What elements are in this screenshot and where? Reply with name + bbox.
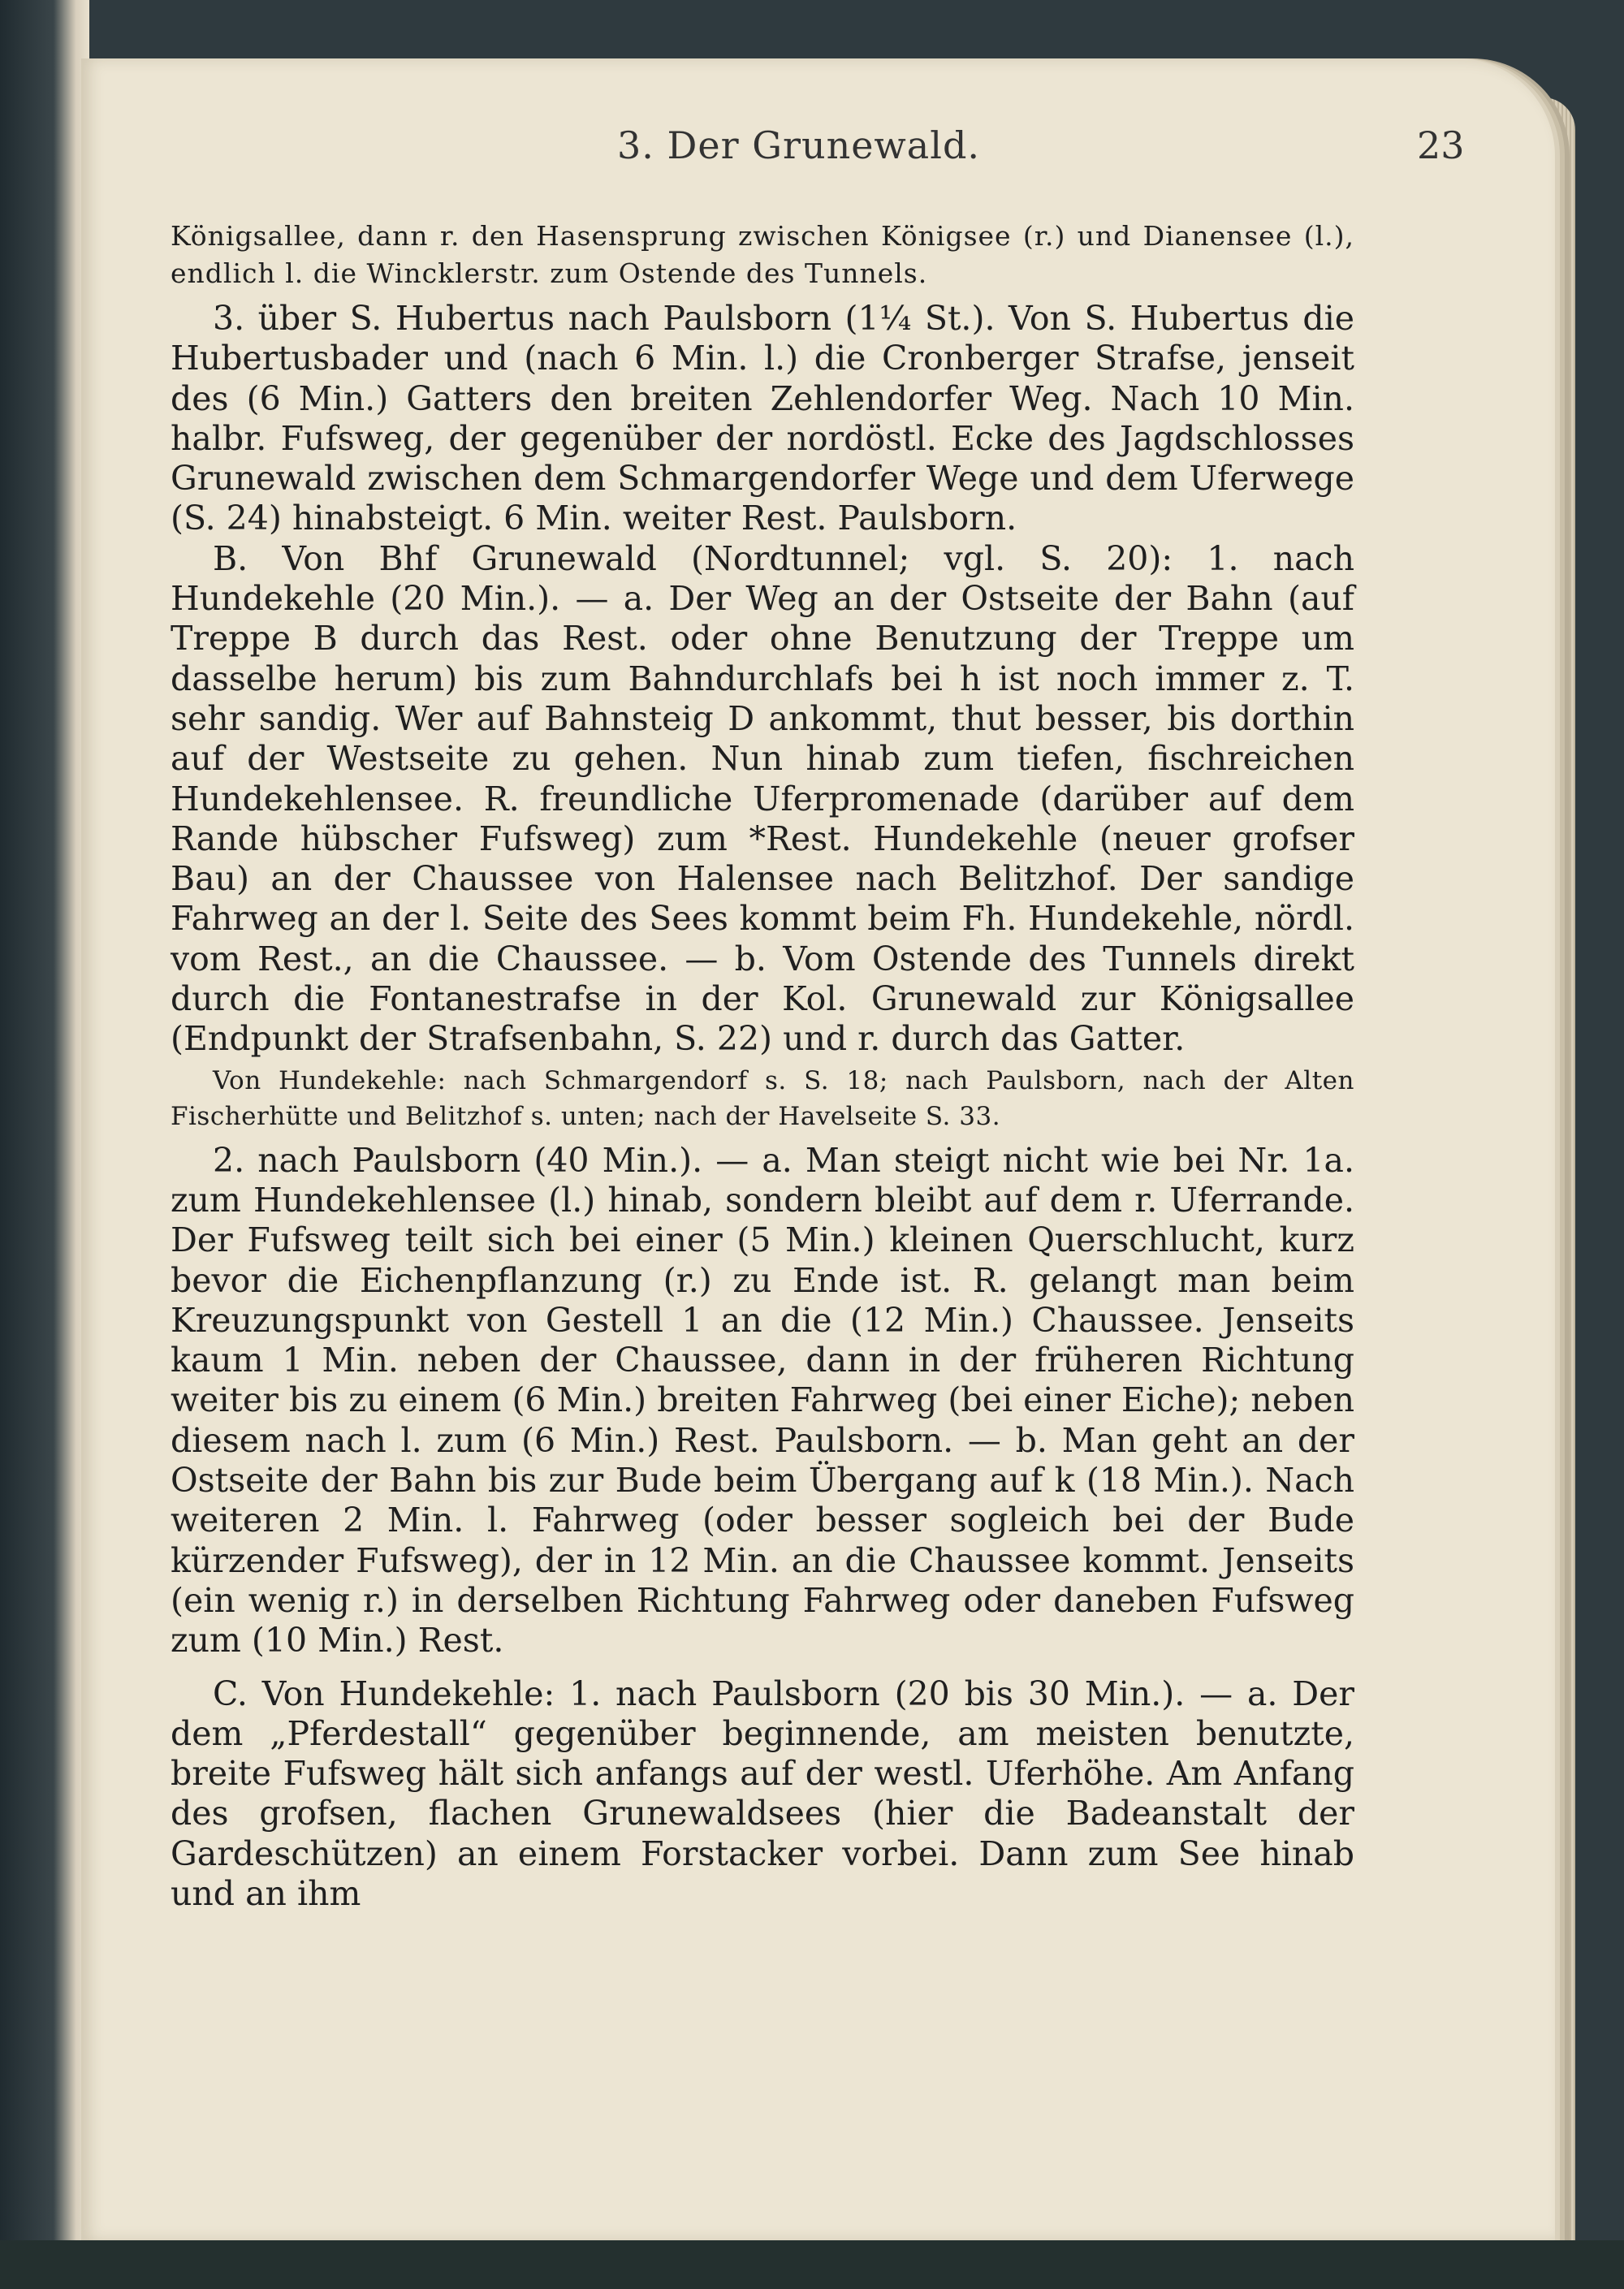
bottom-edge xyxy=(0,2240,1624,2289)
page-header xyxy=(81,123,1555,180)
running-head: 3. Der Grunewald. xyxy=(617,123,981,167)
page-body xyxy=(171,218,1354,1914)
route-c1-paragraph: C. Von Hundekehle: 1. nach Paulsborn (20 bis 30 Min.). — a. Der dem „Pferdestall“ gegenüber beginnende, am meisten benutzte, breite Fufsweg hält sich anfangs auf der westl. Uferhöhe. Am Anfang des grofsen, flachen Grunewaldsees (hier die Badeanstalt der Gardeschützen) an einem Forstacker vorbei. Dann zum See hinab und an ihm xyxy=(171,1674,1354,1913)
note-mid: Von Hundekehle: nach Schmargendorf s. S. 18; nach Paulsborn, nach der Alten Fischerhütte und Belitzhof s. unten; nach der Havelseite S. 33. xyxy=(171,1065,1354,1131)
book-gutter xyxy=(0,0,89,2289)
page-number: 23 xyxy=(1417,123,1465,167)
route-b1-paragraph: B. Von Bhf Grunewald (Nordtunnel; vgl. S. 20): 1. nach Hundekehle (20 Min.). — a. Der Weg an der Ostseite der Bahn (auf Treppe B durch das Rest. oder ohne Benutzung der Treppe um dasselbe herum) bis zum Bahndurchlafs bei h ist noch immer z. T. sehr sandig. Wer auf Bahnsteig D ankommt, thut besser, bis dorthin auf der Westseite zu gehen. Nun hinab zum tiefen, fischreichen Hundekehlensee. R. freundliche Uferpromenade (darüber auf dem Rande hübscher Fufsweg) zum *Rest. Hundekehle (neuer grofser Bau) an der Chaussee von Halensee nach Belitzhof. Der sandige Fahrweg an der l. Seite des Sees kommt beim Fh. Hundekehle, nördl. vom Rest., an die Chaussee. — b. Vom Ostende des Tunnels direkt durch die Fontanestrafse in der Kol. Grunewald zur Königsallee (Endpunkt der Strafsenbahn, S. 22) und r. durch das Gatter. xyxy=(171,538,1354,1059)
route-b2-paragraph: 2. nach Paulsborn (40 Min.). — a. Man steigt nicht wie bei Nr. 1a. zum Hundekehlensee (l.) hinab, sondern bleibt auf dem r. Uferrande. Der Fufsweg teilt sich bei einer (5 Min.) kleinen Querschlucht, kurz bevor die Eichenpflanzung (r.) zu Ende ist. R. gelangt man beim Kreuzungspunkt von Gestell 1 an die (12 Min.) Chaussee. Jenseits kaum 1 Min. neben der Chaussee, dann in der früheren Richtung weiter bis zu einem (6 Min.) breiten Fahrweg (bei einer Eiche); neben diesem nach l. zum (6 Min.) Rest. Paulsborn. — b. Man geht an der Ostseite der Bahn bis zur Bude beim Übergang auf k (18 Min.). Nach weiteren 2 Min. l. Fahrweg (oder besser sogleich bei der Bude kürzender Fufsweg), der in 12 Min. an die Chaussee kommt. Jenseits (ein wenig r.) in derselben Richtung Fahrweg oder daneben Fufsweg zum (10 Min.) Rest. xyxy=(171,1140,1354,1661)
note-top: Königsallee, dann r. den Hasensprung zwischen Königsee (r.) und Dianensee (l.), endlich l. die Wincklerstr. zum Ostende des Tunnels. xyxy=(171,220,1354,289)
route-a3-paragraph: 3. über S. Hubertus nach Paulsborn (1¼ St.). Von S. Hubertus die Hubertusbader und (nach 6 Min. l.) die Cronberger Strafse, jenseit des (6 Min.) Gatters den breiten Zehlendorfer Weg. Nach 10 Min. halbr. Fufsweg, der gegenüber der nordöstl. Ecke des Jagdschlosses Grunewald zwischen dem Schmargendorfer Wege und dem Uferwege (S. 24) hinabsteigt. 6 Min. weiter Rest. Paulsborn. xyxy=(171,299,1354,538)
